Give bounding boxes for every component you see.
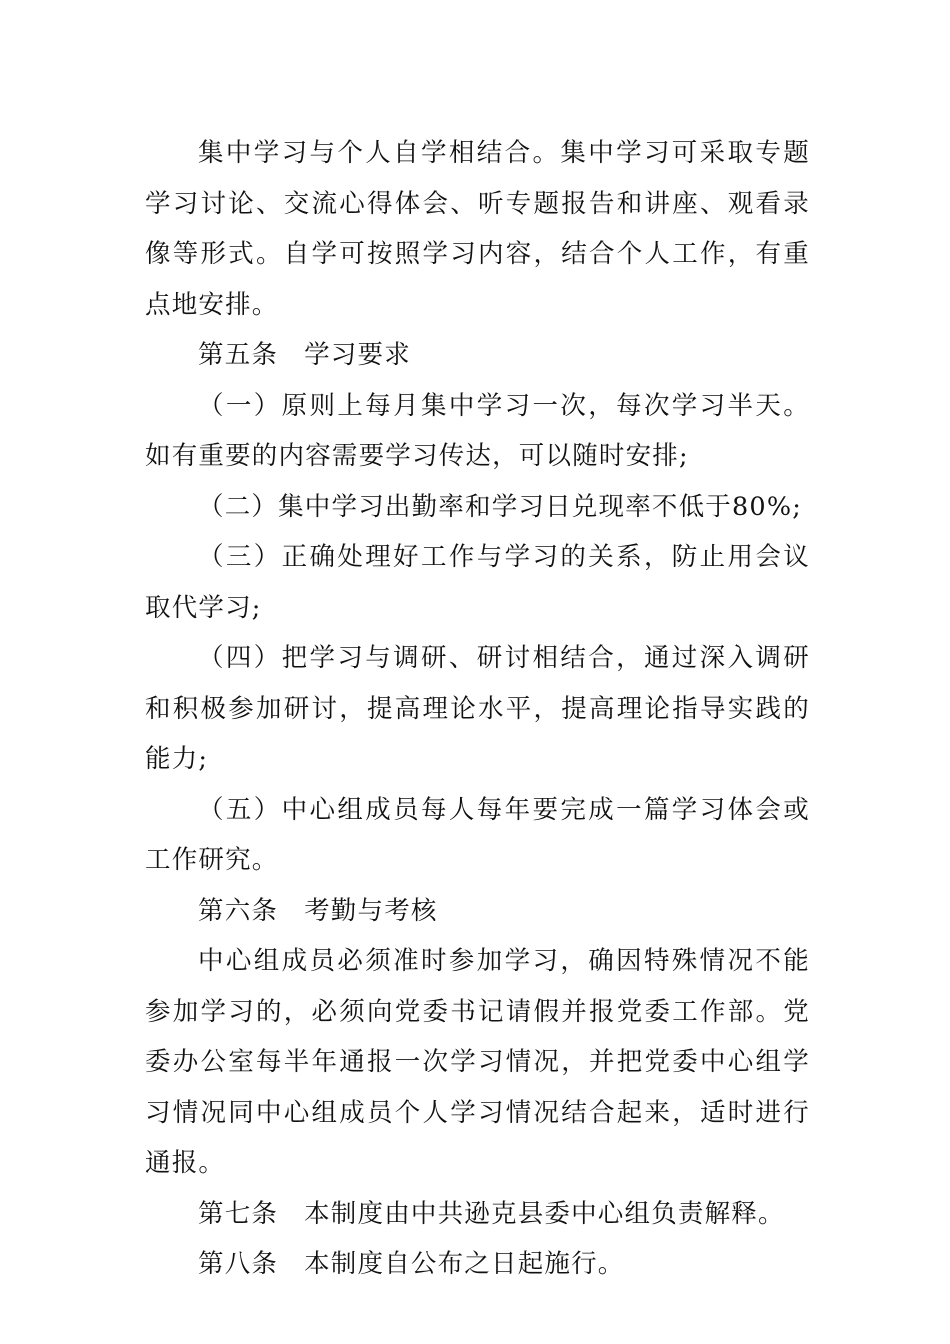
article-number: 第六条: [198, 895, 279, 926]
paragraph-study-forms: 集中学习与个人自学相结合。集中学习可采取专题学习讨论、交流心得体会、听专题报告和讲座、观看录像等形式。自学可按照学习内容，结合个人工作，有重点地安排。: [145, 138, 810, 320]
article-text: 本制度自公布之日起施行。: [304, 1249, 625, 1279]
article-number: 第五条: [198, 340, 279, 370]
requirement-item-2: （二）集中学习出勤率和学习日兑现率不低于80%;: [198, 491, 803, 522]
requirement-item-5: （五）中心组成员每人每年要完成一篇学习体会或工作研究。: [145, 794, 810, 875]
article-number: 第八条: [198, 1249, 279, 1279]
article-title: 考勤与考核: [304, 895, 438, 926]
article-text: 本制度由中共逊克县委中心组负责解释。: [304, 1198, 785, 1229]
paragraph-attendance: 中心组成员必须准时参加学习，确因特殊情况不能参加学习的，必须向党委书记请假并报党委工作部。党委办公室每半年通报一次学习情况，并把党委中心组学习情况同中心组成员个人学习情况结合起来，适时进行通报。: [145, 946, 810, 1178]
article-title: 学习要求: [304, 340, 411, 370]
article-5-heading: [145, 330, 810, 381]
article-number: 第七条: [198, 1198, 279, 1229]
requirement-item-1: （一）原则上每月集中学习一次，每次学习半天。如有重要的内容需要学习传达，可以随时安排;: [145, 390, 810, 471]
requirement-item-4: （四）把学习与调研、研讨相结合，通过深入调研和积极参加研讨，提高理论水平，提高理论指导实践的能力;: [145, 643, 810, 774]
article-7-heading: [145, 1189, 810, 1240]
article-8-heading: [145, 1239, 810, 1290]
document-body: [145, 128, 810, 1290]
requirement-item-3: （三）正确处理好工作与学习的关系，防止用会议取代学习;: [145, 542, 810, 623]
article-6-heading: [145, 886, 810, 937]
